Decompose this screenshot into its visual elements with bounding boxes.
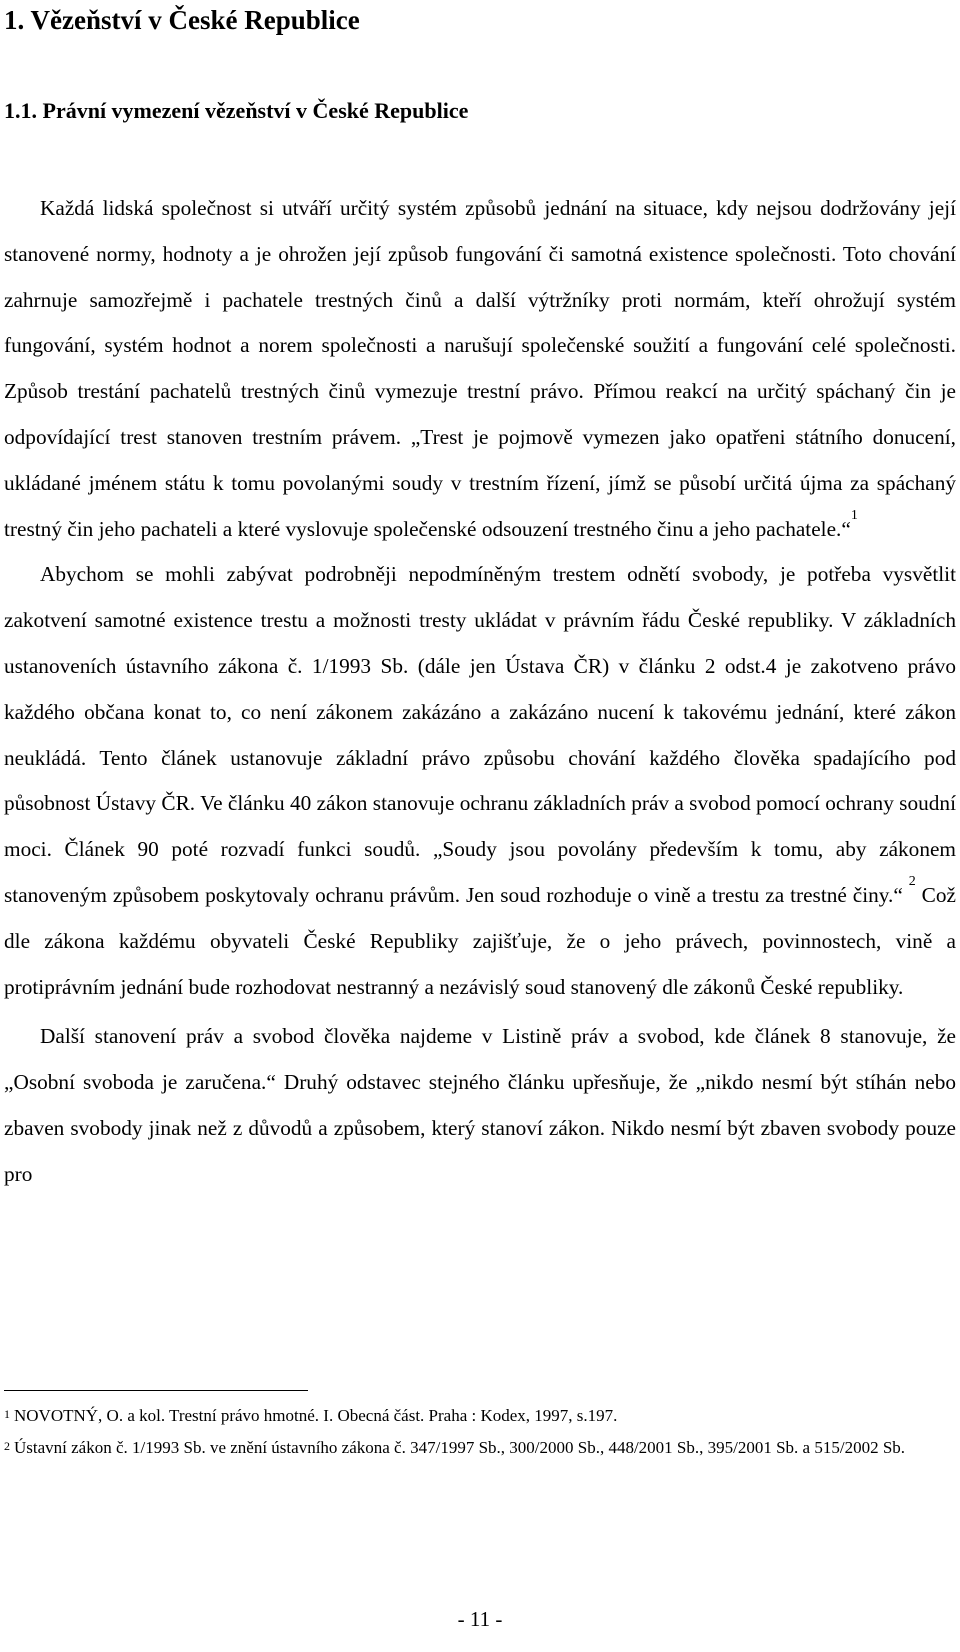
footnote-1 bbox=[4, 1404, 956, 1428]
footnote-text: Ústavní zákon č. 1/1993 Sb. ve znění ústavního zákona č. 347/1997 Sb., 300/2000 Sb., 448/2001 Sb., 395/2001 Sb. a 515/2002 Sb. bbox=[14, 1438, 906, 1457]
chapter-heading: 1. Vězeňství v České Republice bbox=[4, 5, 360, 35]
paragraph-3: Další stanovení práv a svobod člověka najdeme v Listině práv a svobod, kde článek 8 stanovuje, že „Osobní svoboda je zaručena.“ Druhý odstavec stejného článku upřesňuje, že „nikdo nesmí být stíhán nebo zbaven svobody jinak než z důvodů a způsobem, který stanoví zákon. Nikdo nesmí být zbaven svobody pouze pro bbox=[4, 1024, 956, 1186]
footnote-ref-1[interactable]: 1 bbox=[850, 507, 858, 523]
paragraph-2-text-a: Abychom se mohli zabývat podrobněji nepodmíněným trestem odnětí svobody, je potřeba vysvětlit zakotvení samotné existence trestu a možnosti tresty ukládat v právním řádu České republiky. V základních ustanoveních ústavního zákona č. 1/1993 Sb. (dále jen Ústava ČR) v článku 2 odst.4 je zakotveno právo každého občana konat to, co není zákonem zakázáno a zakázáno nucení k takovému jednání, které zákon neukládá. Tento článek ustanovuje základní právo způsobu chování každého člověka spadajícího pod působnost Ústavy ČR. Ve článku 40 zákon stanovuje ochranu základních práv a svobod pomocí ochrany soudní moci. Článek 90 poté rozvadí funkci soudů. „Soudy jsou povolány především k tomu, aby zákonem stanoveným způsobem poskytovaly ochranu právům. Jen soud rozhoduje o vině a trestu za trestné činy.“ bbox=[4, 562, 956, 907]
footnote-2 bbox=[4, 1436, 956, 1460]
section-heading: 1.1. Právní vymezení vězeňství v České Republice bbox=[4, 98, 469, 123]
body-text bbox=[4, 186, 956, 1198]
footnote-text: NOVOTNÝ, O. a kol. Trestní právo hmotné. I. Obecná část. Praha : Kodex, 1997, s.197. bbox=[14, 1406, 618, 1425]
page-number: - 11 - bbox=[457, 1607, 503, 1631]
paragraph-2 bbox=[4, 552, 956, 1010]
footnote-separator bbox=[4, 1390, 308, 1391]
footnotes bbox=[4, 1404, 956, 1468]
footnote-ref-2[interactable]: 2 bbox=[908, 873, 916, 889]
paragraph-1 bbox=[4, 186, 956, 552]
paragraph-1-text: Každá lidská společnost si utváří určitý systém způsobů jednání na situace, kdy nejsou dodržovány její stanovené normy, hodnoty a je ohrožen její způsob fungování či samotná existence společnosti. Toto chování zahrnuje samozřejmě i pachatele trestných činů a další výtržníky proti normám, kteří ohrožují systém fungování, systém hodnot a norem společnosti a narušují společenské soužití a fungování celé společnosti. Způsob trestání pachatelů trestných činů vymezuje trestní právo. Přímou reakcí na určitý spáchaný čin je odpovídající trest stanoven trestním právem. „Trest je pojmově vymezen jako opatřeni státního donucení, ukládané jménem státu k tomu povolanými soudy v trestním řízení, jímž se působí určitá újma za spáchaný trestný čin jeho pachateli a které vyslovuje společenské odsouzení trestného činu a jeho pachatele.“ bbox=[4, 196, 956, 541]
paragraph-2-text-b: Což dle zákona každému obyvateli České Republiky zajišťuje, že o jeho právech, povinnostech, vině a protiprávním jednání bude rozhodovat nestranný a nezávislý soud stanovený dle zákonů České republiky. bbox=[4, 882, 956, 999]
footnote-number: 2 bbox=[4, 1439, 10, 1453]
footnote-number: 1 bbox=[4, 1407, 10, 1421]
